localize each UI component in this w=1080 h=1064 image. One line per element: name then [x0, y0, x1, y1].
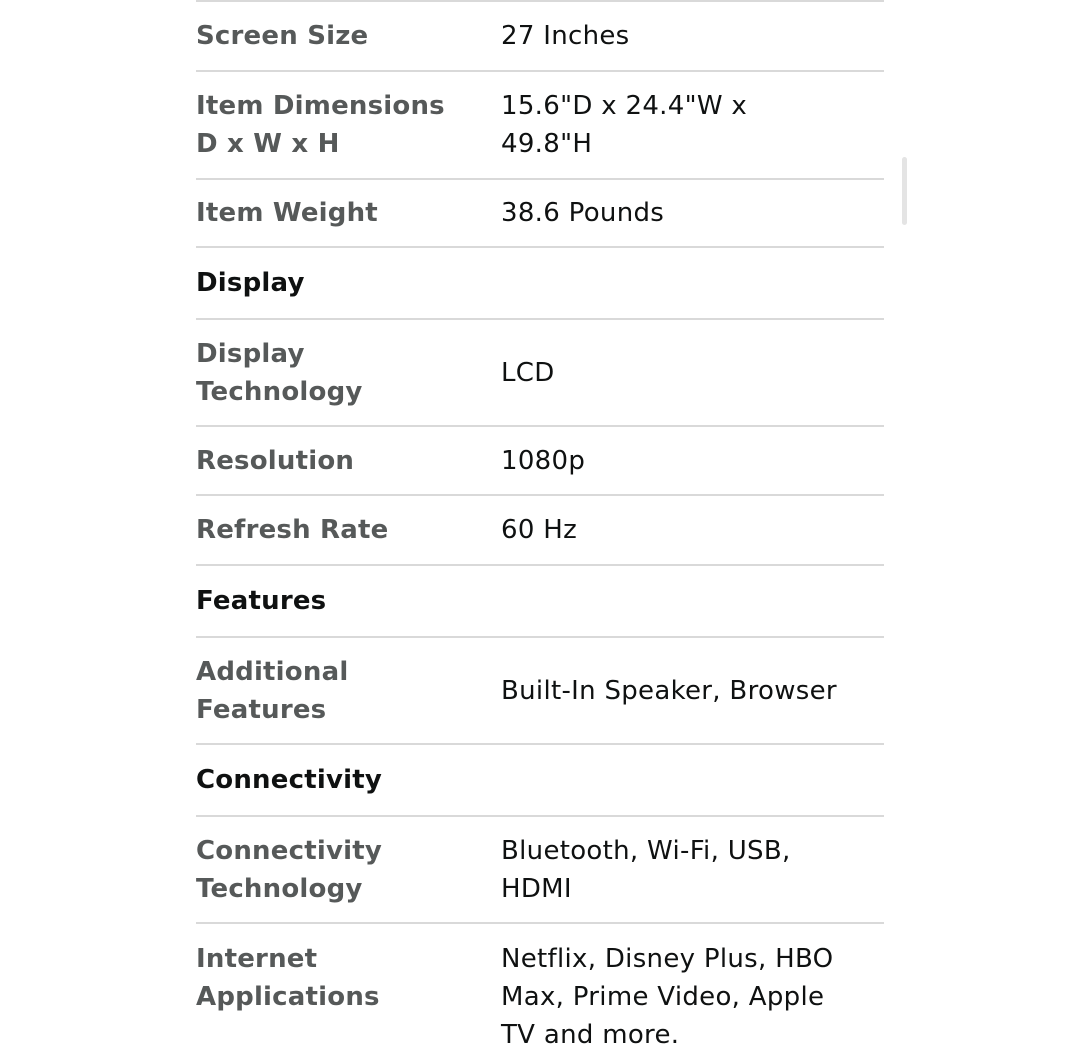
product-specifications-table [196, 0, 884, 1064]
spec-label: Additional Features [196, 656, 349, 725]
spec-row-resolution [196, 427, 884, 496]
spec-label: Screen Size [196, 21, 369, 51]
spec-label: Resolution [196, 445, 355, 476]
spec-value: 38.6 Pounds [501, 198, 665, 228]
spec-row-screen-size [196, 2, 884, 72]
section-title: Display [196, 268, 305, 298]
spec-value: Bluetooth, Wi-Fi, USB, HDMI [501, 835, 791, 904]
spec-row-item-weight [196, 180, 884, 248]
spec-value: 27 Inches [501, 21, 630, 51]
spec-label: Refresh Rate [196, 515, 389, 545]
scrollbar-thumb[interactable] [902, 157, 907, 225]
spec-row-item-dimensions [196, 72, 884, 180]
spec-label: Display Technology [196, 338, 363, 407]
spec-row-internet-applications [196, 924, 884, 1064]
spec-value: Built-In Speaker, Browser [501, 675, 837, 706]
section-header-features [196, 566, 884, 638]
spec-row-refresh-rate [196, 496, 884, 566]
section-header-display [196, 248, 884, 320]
spec-value: 15.6"D x 24.4"W x 49.8"H [501, 91, 748, 159]
section-title: Connectivity [196, 765, 382, 795]
section-title: Features [196, 586, 327, 616]
spec-label: Item Dimensions D x W x H [196, 91, 445, 159]
spec-value: LCD [501, 357, 555, 388]
spec-row-connectivity-technology [196, 817, 884, 924]
spec-label: Connectivity Technology [196, 835, 382, 904]
spec-value: 60 Hz [501, 515, 578, 545]
spec-label: Item Weight [196, 198, 378, 228]
spec-label: Internet Applications [196, 944, 380, 1012]
spec-value: 1080p [501, 445, 586, 476]
spec-value: Netflix, Disney Plus, HBO Max, Prime Video, Apple TV and more. [501, 944, 834, 1050]
spec-row-additional-features [196, 638, 884, 745]
section-header-connectivity [196, 745, 884, 817]
spec-row-display-technology [196, 320, 884, 427]
